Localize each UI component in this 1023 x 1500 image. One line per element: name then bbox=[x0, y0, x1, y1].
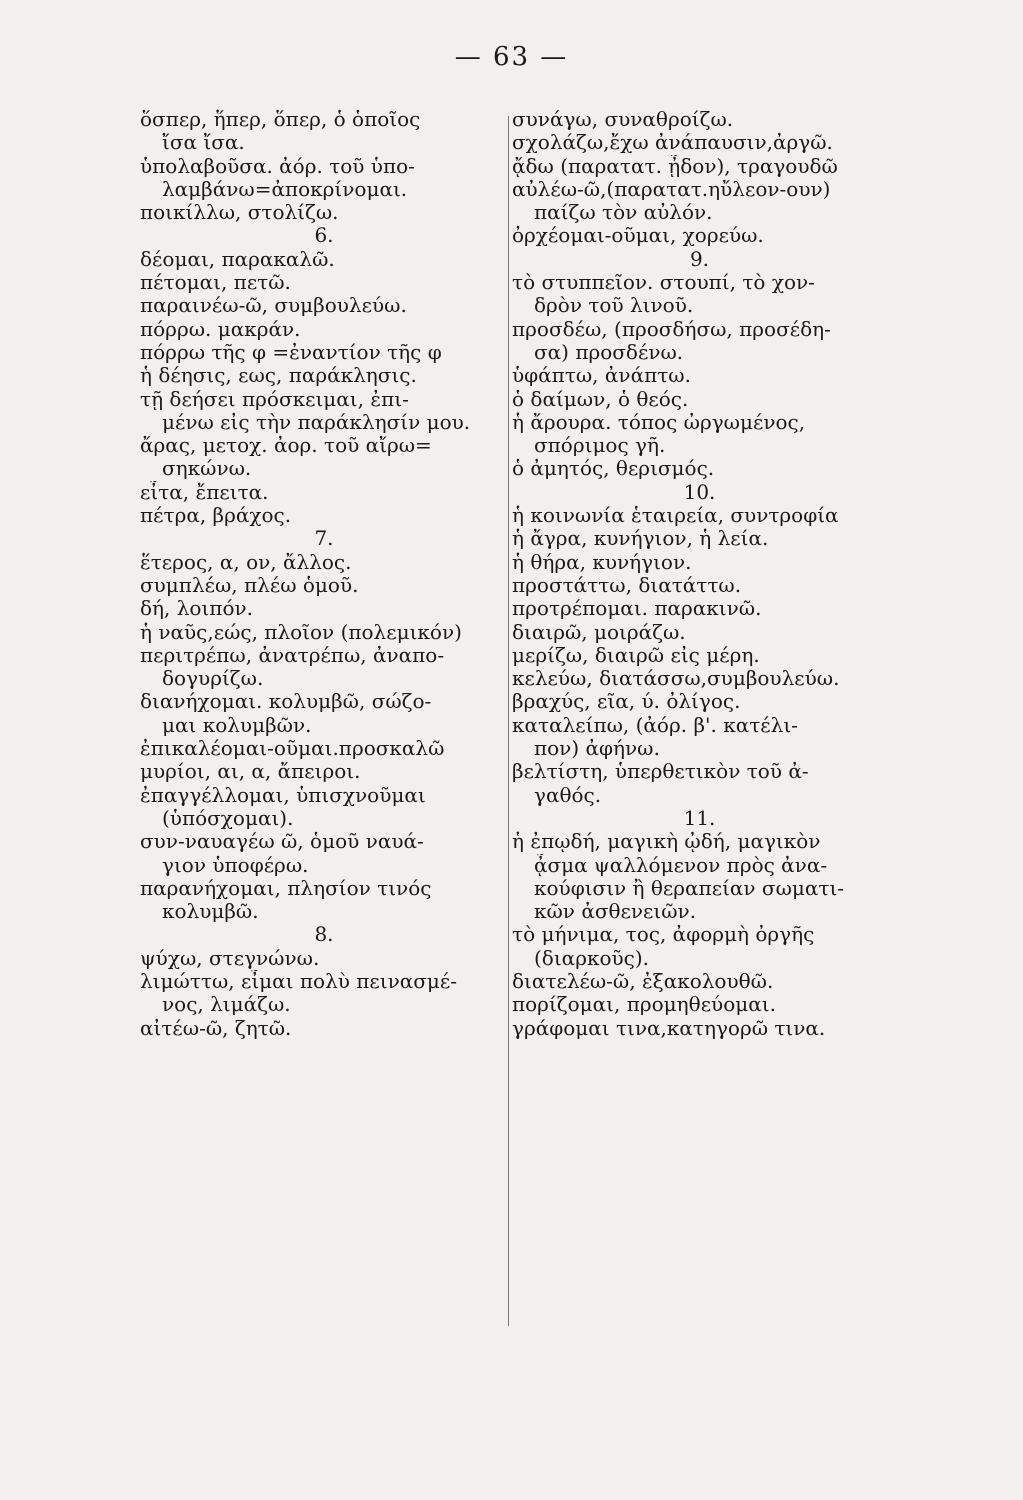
glossary-line: πορίζομαι, προμηθεύομαι. bbox=[512, 993, 776, 1017]
glossary-line: ὅσπερ, ἥπερ, ὅπερ, ὁ ὁποῖος bbox=[140, 108, 421, 131]
glossary-line: δογυρίζω. bbox=[162, 667, 264, 691]
section-number: 7. bbox=[314, 527, 334, 551]
glossary-line: ᾆσμα ψαλλόμενον πρὸς ἀνα- bbox=[534, 853, 828, 877]
glossary-line: διανήχομαι. κολυμβῶ, σώζο- bbox=[140, 690, 432, 714]
left-column bbox=[140, 108, 508, 1040]
glossary-line: μαι κολυμβῶν. bbox=[162, 713, 312, 737]
glossary-line: (ὑπόσχομαι). bbox=[162, 806, 294, 830]
glossary-line: ποικίλλω, στολίζω. bbox=[140, 201, 339, 225]
right-column bbox=[512, 108, 887, 1040]
glossary-line: αὐλέω-ῶ,(παρατατ.ηὔλεον-ουν) bbox=[512, 177, 831, 201]
glossary-line: ὀρχέομαι-οῦμαι, χορεύω. bbox=[512, 224, 764, 248]
glossary-line: προστάττω, διατάττω. bbox=[512, 573, 742, 597]
glossary-line: ἐπικαλέομαι-οῦμαι.προσκαλῶ bbox=[140, 737, 445, 761]
glossary-line: κολυμβῶ. bbox=[162, 900, 259, 924]
glossary-line: μερίζω, διαιρῶ εἰς μέρη. bbox=[512, 643, 760, 667]
glossary-line: ὑπολαβοῦσα. ἀόρ. τοῦ ὑπο- bbox=[140, 154, 415, 178]
page-number: — 63 — bbox=[454, 42, 569, 72]
glossary-line: σπόριμος γῆ. bbox=[534, 434, 666, 458]
section-number: 8. bbox=[314, 923, 334, 947]
glossary-line: ἡ κοινωνία ἑταιρεία, συντροφία bbox=[512, 504, 839, 528]
glossary-line: ἡ ἄγρα, κυνήγιον, ἡ λεία. bbox=[512, 527, 769, 551]
glossary-line: πον) ἀφήνω. bbox=[534, 737, 660, 761]
section-number: 9. bbox=[689, 247, 710, 271]
glossary-line: ἡ ἄρουρα. τόπος ὠργωμένος, bbox=[512, 410, 806, 434]
glossary-line: διατελέω-ῶ, ἐξακολουθῶ. bbox=[512, 969, 774, 993]
glossary-line: ἡ θήρα, κυνήγιον. bbox=[512, 550, 692, 574]
glossary-line: περιτρέπω, ἀνατρέπω, ἀναπο- bbox=[140, 643, 445, 667]
section-number: 10. bbox=[683, 480, 716, 504]
glossary-line: συν-ναυαγέω ῶ, ὁμοῦ ναυά- bbox=[140, 830, 424, 854]
glossary-line: δέομαι, παρακαλῶ. bbox=[140, 247, 335, 271]
glossary-line: ἄρας, μετοχ. ἀορ. τοῦ αἴρω= bbox=[140, 434, 432, 458]
glossary-line: ἕτερος, α, ον, ἄλλος. bbox=[140, 550, 352, 574]
glossary-line: παίζω τὸν αὐλόν. bbox=[534, 201, 713, 225]
glossary-line: πέτρα, βράχος. bbox=[140, 504, 292, 528]
glossary-line: ψύχω, στεγνώνω. bbox=[140, 946, 320, 970]
glossary-line: ᾄδω (παρατατ. ᾖδον), τραγουδῶ bbox=[512, 154, 838, 178]
glossary-line: γαθός. bbox=[534, 783, 602, 807]
glossary-line: νος, λιμάζω. bbox=[162, 993, 291, 1017]
glossary-line: δρὸν τοῦ λινοῦ. bbox=[534, 294, 694, 318]
glossary-line: εἶτα, ἔπειτα. bbox=[140, 480, 269, 504]
glossary-line: βελτίστη, ὑπερθετικὸν τοῦ ἀ- bbox=[512, 760, 809, 784]
glossary-line: ἡ δέησις, εως, παράκλησις. bbox=[140, 364, 417, 388]
glossary-line: σηκώνω. bbox=[162, 457, 252, 481]
glossary-line: γιον ὑποφέρω. bbox=[162, 853, 309, 877]
glossary-line: τὸ στυππεῖον. στουπί, τὸ χον- bbox=[512, 271, 815, 295]
glossary-line: συνάγω, συναθροίζω. bbox=[512, 108, 734, 131]
glossary-line: προσδέω, (προσδήσω, προσέδη- bbox=[512, 317, 831, 341]
glossary-line: ἐπαγγέλλομαι, ὑπισχνοῦμαι bbox=[140, 783, 426, 807]
glossary-line: ἡ ἐπῳδή, μαγικὴ ᾠδή, μαγικὸν bbox=[512, 830, 821, 854]
glossary-line: καταλείπω, (ἀόρ. β'. κατέλι- bbox=[512, 713, 798, 737]
section-number: 6. bbox=[314, 224, 334, 248]
glossary-line: μυρίοι, αι, α, ἄπειροι. bbox=[140, 760, 361, 784]
glossary-line: σα) προσδένω. bbox=[534, 340, 684, 364]
glossary-line: πόρρω τῆς φ =ἐναντίον τῆς φ bbox=[140, 340, 442, 364]
glossary-line: συμπλέω, πλέω ὁμοῦ. bbox=[140, 573, 359, 597]
glossary-line: προτρέπομαι. παρακινῶ. bbox=[512, 597, 762, 621]
glossary-line: τὸ μήνιμα, τος, ἀφορμὴ ὀργῆς bbox=[512, 923, 815, 947]
glossary-line: λιμώττω, εἶμαι πολὺ πεινασμέ- bbox=[140, 969, 458, 993]
section-number: 11. bbox=[683, 806, 716, 830]
glossary-line: μένω εἰς τὴν παράκλησίν μου. bbox=[162, 410, 471, 434]
glossary-line: παρανήχομαι, πλησίον τινός bbox=[140, 876, 432, 900]
glossary-line: τῇ δεήσει πρόσκειμαι, ἐπι- bbox=[140, 387, 409, 411]
glossary-line: αἰτέω-ῶ, ζητῶ. bbox=[140, 1016, 292, 1040]
glossary-line: κελεύω, διατάσσω,συμβουλεύω. bbox=[512, 667, 840, 691]
glossary-line: πέτομαι, πετῶ. bbox=[140, 271, 291, 295]
glossary-line: βραχύς, εῖα, ύ. ὀλίγος. bbox=[512, 690, 741, 714]
glossary-line: (διαρκοῦς). bbox=[534, 946, 650, 970]
glossary-line: κούφισιν ἢ θεραπείαν σωματι- bbox=[534, 876, 845, 900]
glossary-line: ὁ ἀμητός, θερισμός. bbox=[512, 457, 715, 481]
column-divider bbox=[508, 116, 509, 1326]
glossary-line: ἴσα ἴσα. bbox=[162, 131, 245, 155]
glossary-line: ἡ ναῦς,εώς, πλοῖον (πολεμικόν) bbox=[140, 620, 462, 644]
glossary-line: διαιρῶ, μοιράζω. bbox=[512, 620, 686, 644]
glossary-line: πόρρω. μακράν. bbox=[140, 317, 301, 341]
glossary-line: σχολάζω,ἔχω ἀνάπαυσιν,ἀργῶ. bbox=[512, 131, 833, 155]
glossary-line: ὑφάπτω, ἀνάπτω. bbox=[512, 364, 691, 388]
glossary-line: παραινέω-ῶ, συμβουλεύω. bbox=[140, 294, 407, 318]
glossary-line: ὁ δαίμων, ὁ θεός. bbox=[512, 387, 689, 411]
glossary-line: κῶν ἀσθενειῶν. bbox=[534, 900, 697, 924]
glossary-line: γράφομαι τινα,κατηγορῶ τινα. bbox=[512, 1016, 826, 1040]
glossary-line: λαμβάνω=ἀποκρίνομαι. bbox=[162, 177, 408, 201]
glossary-line: δή, λοιπόν. bbox=[140, 597, 253, 621]
